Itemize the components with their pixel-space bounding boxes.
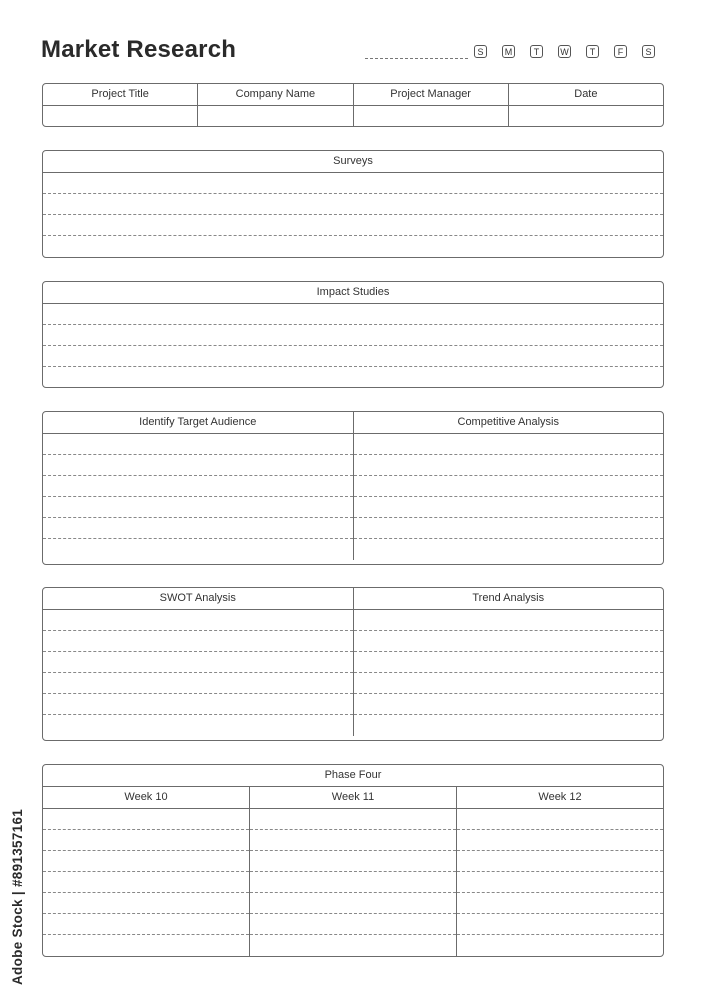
writing-line[interactable] (43, 518, 353, 539)
writing-line[interactable] (354, 715, 664, 736)
writing-line[interactable] (354, 518, 664, 539)
writing-line[interactable] (354, 476, 664, 497)
project-info-header (43, 84, 663, 106)
writing-line[interactable] (43, 935, 249, 956)
writing-line[interactable] (354, 539, 664, 560)
swot-trend-body (43, 610, 663, 736)
impact-studies-section (42, 281, 664, 388)
writing-line[interactable] (43, 830, 249, 851)
writing-line[interactable] (43, 455, 353, 476)
writing-line[interactable] (250, 872, 456, 893)
writing-line[interactable] (457, 935, 663, 956)
weekday-selector (474, 45, 655, 58)
writing-line[interactable] (354, 631, 664, 652)
writing-line[interactable] (457, 914, 663, 935)
company-name-header: Company Name (197, 84, 352, 105)
writing-line[interactable] (43, 610, 353, 631)
week-12-lines (456, 809, 663, 956)
writing-line[interactable] (43, 173, 663, 194)
date-line[interactable] (365, 58, 468, 59)
writing-line[interactable] (354, 652, 664, 673)
writing-line[interactable] (43, 851, 249, 872)
writing-line[interactable] (43, 872, 249, 893)
week-11-lines (249, 809, 456, 956)
writing-line[interactable] (43, 914, 249, 935)
writing-line[interactable] (354, 694, 664, 715)
writing-line[interactable] (43, 809, 249, 830)
project-info-table (42, 83, 664, 127)
project-info-values (43, 106, 663, 127)
trend-analysis-title: Trend Analysis (353, 588, 664, 609)
surveys-lines (43, 173, 663, 257)
writing-line[interactable] (43, 652, 353, 673)
surveys-title: Surveys (43, 151, 663, 173)
writing-line[interactable] (250, 851, 456, 872)
writing-line[interactable] (457, 830, 663, 851)
swot-analysis-lines (43, 610, 353, 736)
project-manager-field[interactable] (353, 106, 508, 127)
target-audience-title: Identify Target Audience (139, 416, 257, 428)
week-12-title: Week 12 (456, 787, 663, 808)
week-10-lines (43, 809, 249, 956)
writing-line[interactable] (43, 434, 353, 455)
writing-line[interactable] (457, 872, 663, 893)
writing-line[interactable] (43, 476, 353, 497)
writing-line[interactable] (43, 715, 353, 736)
writing-line[interactable] (354, 610, 664, 631)
date-header: Date (508, 84, 663, 105)
writing-line[interactable] (43, 236, 663, 257)
day-box-sunday[interactable]: S (474, 45, 487, 58)
writing-line[interactable] (43, 539, 353, 560)
week-11-title: Week 11 (249, 787, 456, 808)
writing-line[interactable] (354, 434, 664, 455)
writing-line[interactable] (250, 830, 456, 851)
writing-line[interactable] (354, 455, 664, 476)
project-title-field[interactable] (43, 106, 197, 127)
writing-line[interactable] (43, 367, 663, 388)
writing-line[interactable] (354, 673, 664, 694)
impact-studies-lines (43, 304, 663, 388)
writing-line[interactable] (43, 893, 249, 914)
trend-analysis-lines (353, 610, 664, 736)
audience-competitive-body (43, 434, 663, 560)
writing-line[interactable] (43, 694, 353, 715)
writing-line[interactable] (354, 497, 664, 518)
writing-line[interactable] (457, 851, 663, 872)
competitive-analysis-title: Competitive Analysis (353, 412, 664, 433)
writing-line[interactable] (250, 893, 456, 914)
phase-four-section (42, 764, 664, 957)
audience-competitive-section (42, 411, 664, 565)
day-box-monday[interactable]: M (502, 45, 515, 58)
swot-trend-section (42, 587, 664, 741)
impact-studies-title: Impact Studies (43, 282, 663, 304)
writing-line[interactable] (43, 215, 663, 236)
project-title-header: Project Title (91, 88, 149, 100)
swot-analysis-title: SWOT Analysis (159, 592, 236, 604)
day-box-friday[interactable]: F (614, 45, 627, 58)
writing-line[interactable] (43, 631, 353, 652)
day-box-tuesday[interactable]: T (530, 45, 543, 58)
date-field[interactable] (508, 106, 663, 127)
target-audience-lines (43, 434, 353, 560)
writing-line[interactable] (43, 497, 353, 518)
company-name-field[interactable] (197, 106, 352, 127)
week-10-title: Week 10 (124, 791, 168, 803)
writing-line[interactable] (457, 893, 663, 914)
day-box-thursday[interactable]: T (586, 45, 599, 58)
writing-line[interactable] (250, 914, 456, 935)
page-title: Market Research (41, 36, 237, 63)
writing-line[interactable] (43, 325, 663, 346)
writing-line[interactable] (43, 194, 663, 215)
writing-line[interactable] (43, 673, 353, 694)
project-manager-header: Project Manager (353, 84, 508, 105)
day-box-saturday[interactable]: S (642, 45, 655, 58)
weeks-body (43, 809, 663, 956)
swot-trend-header (43, 588, 663, 610)
writing-line[interactable] (43, 346, 663, 367)
phase-four-title: Phase Four (43, 765, 663, 787)
writing-line[interactable] (250, 935, 456, 956)
weeks-header (43, 787, 663, 809)
writing-line[interactable] (43, 304, 663, 325)
writing-line[interactable] (250, 809, 456, 830)
audience-competitive-header (43, 412, 663, 434)
competitive-analysis-lines (353, 434, 664, 560)
writing-line[interactable] (457, 809, 663, 830)
surveys-section (42, 150, 664, 258)
day-box-wednesday[interactable]: W (558, 45, 571, 58)
stock-id-watermark: Adobe Stock | #891357161 (10, 808, 25, 985)
